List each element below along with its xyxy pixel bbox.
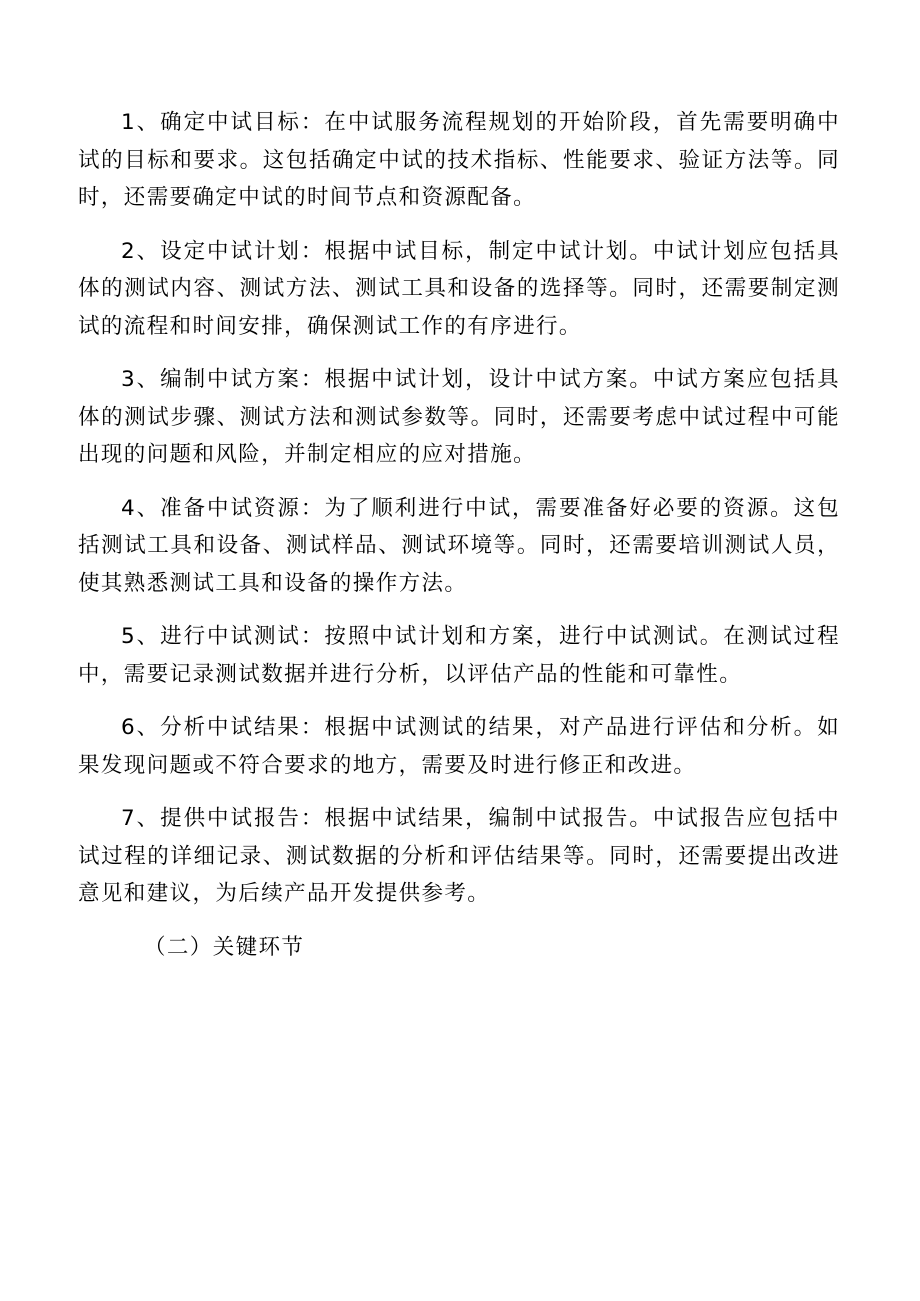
paragraph-7-provide-report: 7、提供中试报告：根据中试结果，编制中试报告。中试报告应包括中试过程的详细记录、测试数据的分析和评估结果等。同时，还需要提出改进意见和建议，为后续产品开发提供参考。 xyxy=(78,806,840,906)
paragraph-6-analyze-results: 6、分析中试结果：根据中试测试的结果，对产品进行评估和分析。如果发现问题或不符合要求的地方，需要及时进行修正和改进。 xyxy=(78,715,840,778)
paragraph-3-prepare-scheme: 3、编制中试方案：根据中试计划，设计中试方案。中试方案应包括具体的测试步骤、测试方法和测试参数等。同时，还需要考虑中试过程中可能出现的问题和风险，并制定相应的应对措施。 xyxy=(78,367,840,467)
document-page xyxy=(78,104,840,966)
section-heading: （二）关键环节 xyxy=(144,934,305,960)
paragraph-2-set-plan: 2、设定中试计划：根据中试目标，制定中试计划。中试计划应包括具体的测试内容、测试方法、测试工具和设备的选择等。同时，还需要制定测试的流程和时间安排，确保测试工作的有序进行。 xyxy=(78,238,840,339)
paragraph-1-define-goals: 1、确定中试目标：在中试服务流程规划的开始阶段，首先需要明确中试的目标和要求。这包括确定中试的技术指标、性能要求、验证方法等。同时，还需要确定中试的时间节点和资源配备。 xyxy=(78,110,840,210)
paragraph-4-prepare-resources: 4、准备中试资源：为了顺利进行中试，需要准备好必要的资源。这包括测试工具和设备、测试样品、测试环境等。同时，还需要培训测试人员，使其熟悉测试工具和设备的操作方法。 xyxy=(78,495,840,596)
paragraph-5-run-tests: 5、进行中试测试：按照中试计划和方案，进行中试测试。在测试过程中，需要记录测试数据并进行分析，以评估产品的性能和可靠性。 xyxy=(78,624,840,687)
